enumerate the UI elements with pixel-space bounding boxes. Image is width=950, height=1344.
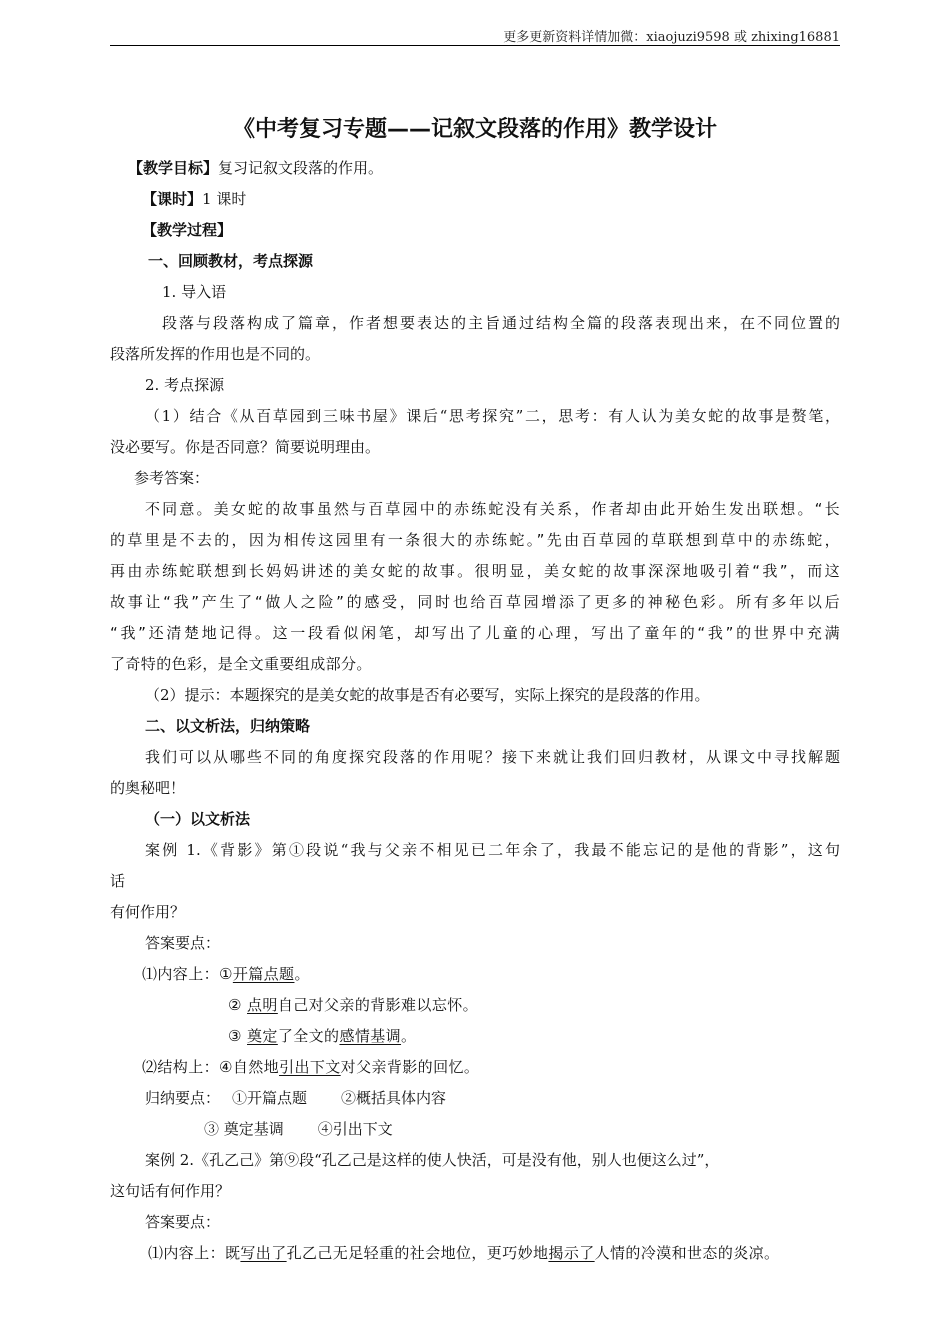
- question-1-line-1: （1）结合《从百草园到三味书屋》课后“思考探究”二，思考：有人认为美女蛇的故事是赘笔，: [145, 407, 840, 425]
- summary-item: ①开篇点题: [232, 1089, 308, 1107]
- answer-line-5: “我”还清楚地记得。这一段看似闲笔，却写出了儿童的心理，写出了童年的“我”的世界中充满: [110, 624, 840, 642]
- intro-paragraph-line-2: 段落所发挥的作用也是不同的。: [110, 345, 321, 363]
- item-text: 了全文的: [277, 1027, 340, 1045]
- underlined-term: 感情基调: [339, 1027, 402, 1045]
- case-1-content-line-1: [142, 964, 840, 984]
- structure-text: 对父亲背影的回忆。: [340, 1058, 480, 1076]
- goal-text: 复习记叙文段落的作用。: [218, 159, 384, 177]
- underlined-term: 写出了: [240, 1244, 287, 1262]
- case-1-line-2: 话: [110, 872, 126, 890]
- hours-text: 1 课时: [202, 190, 247, 208]
- case-1-content-line-2: [228, 995, 840, 1015]
- hours-label: 【课时】: [142, 190, 203, 208]
- intro-paragraph-line-1: 段落与段落构成了篇章，作者想要表达的主旨通过结构全篇的段落表现出来，在不同位置的: [162, 314, 840, 332]
- item-text: 自己对父亲的背影难以忘怀。: [277, 996, 479, 1014]
- underlined-term: 开篇点题: [232, 965, 295, 983]
- case-1-content-line-3: [228, 1026, 840, 1046]
- summary-item: ③ 奠定基调: [204, 1120, 284, 1138]
- content-prefix: ⑴内容上：既: [148, 1244, 241, 1262]
- underlined-term: 揭示了: [548, 1244, 595, 1262]
- subsection-heading: （一）以文析法: [145, 810, 251, 828]
- case-1-structure-line: [142, 1057, 840, 1077]
- section-1-heading: 一、回顾教材，考点探源: [148, 252, 314, 270]
- intro-label: 1. 导入语: [162, 283, 227, 301]
- section-2-heading: 二、以文析法，归纳策略: [145, 717, 311, 735]
- underlined-term: 奠定: [247, 1027, 278, 1045]
- reference-answer-label: 参考答案：: [134, 469, 210, 487]
- answer-line-6: 了奇特的色彩，是全文重要组成部分。: [110, 655, 372, 673]
- answer-line-3: 再由赤练蛇联想到长妈妈讲述的美女蛇的故事。很明显，美女蛇的故事深深地吸引着“我”，而这: [110, 562, 840, 580]
- case-2-answer-label: 答案要点：: [145, 1213, 221, 1231]
- goal-label: 【教学目标】: [128, 159, 219, 177]
- content-text: 孔乙己无足轻重的社会地位，更巧妙地: [286, 1244, 549, 1262]
- case-2-content-line: [148, 1243, 840, 1263]
- content-text: 人情的冷漠和世态的炎凉。: [594, 1244, 780, 1262]
- summary-line-1: [145, 1088, 840, 1108]
- summary-line-2: [204, 1119, 840, 1139]
- structure-prefix: ⑵结构上：④自然地: [142, 1058, 280, 1076]
- document-title: 《中考复习专题——记叙文段落的作用》教学设计: [232, 117, 717, 142]
- punctuation: 。: [294, 965, 310, 983]
- item-number: ②: [228, 996, 248, 1014]
- hint-line: （2）提示：本题探究的是美女蛇的故事是否有必要写，实际上探究的是段落的作用。: [145, 686, 710, 704]
- underlined-term: 引出下文: [279, 1058, 341, 1076]
- header-rule: [110, 45, 840, 46]
- answer-line-4: 故事让“我”产生了“做人之险”的感受，同时也给百草园增添了更多的神秘色彩。所有多年以后: [110, 593, 840, 611]
- case-1-answer-label: 答案要点：: [145, 934, 221, 952]
- summary-item: ④引出下文: [317, 1120, 393, 1138]
- summary-label: 归纳要点：: [145, 1089, 221, 1107]
- question-1-line-2: 没必要写。你是否同意？简要说明理由。: [110, 438, 381, 456]
- section-2-paragraph-line-1: 我们可以从哪些不同的角度探究段落的作用呢？接下来就让我们回归教材，从课文中寻找解题: [145, 748, 840, 766]
- source-label: 2. 考点探源: [145, 376, 225, 394]
- case-1-line-3: 有何作用？: [110, 903, 186, 921]
- process-label: 【教学过程】: [142, 221, 233, 239]
- content-prefix: ⑴内容上：①: [142, 965, 233, 983]
- underlined-term: 点明: [247, 996, 278, 1014]
- answer-line-1: 不同意。美女蛇的故事虽然与百草园中的赤练蛇没有关系，作者却由此开始生发出联想。“长: [145, 500, 840, 518]
- case-2-line-2: 这句话有何作用？: [110, 1182, 231, 1200]
- item-number: ③: [228, 1027, 248, 1045]
- answer-line-2: 的草里是不去的，因为相传这园里有一条很大的赤练蛇。”先由百草园的草联想到草中的赤练蛇，: [110, 531, 840, 549]
- punctuation: 。: [401, 1027, 417, 1045]
- goal-line: [128, 158, 840, 178]
- case-2-line-1: 案例 2.《孔乙己》第⑨段“孔乙己是这样的使人快活，可是没有他，别人也便这么过”，: [145, 1151, 720, 1169]
- summary-item: ②概括具体内容: [341, 1089, 447, 1107]
- section-2-paragraph-line-2: 的奥秘吧！: [110, 779, 186, 797]
- hours-line: [142, 189, 840, 209]
- case-1-line-1: 案例 1.《背影》第①段说“我与父亲不相见已二年余了，我最不能忘记的是他的背影”，这句: [145, 841, 840, 859]
- page-header-text: 更多更新资料详情加微：xiaojuzi9598 或 zhixing16881: [503, 30, 840, 45]
